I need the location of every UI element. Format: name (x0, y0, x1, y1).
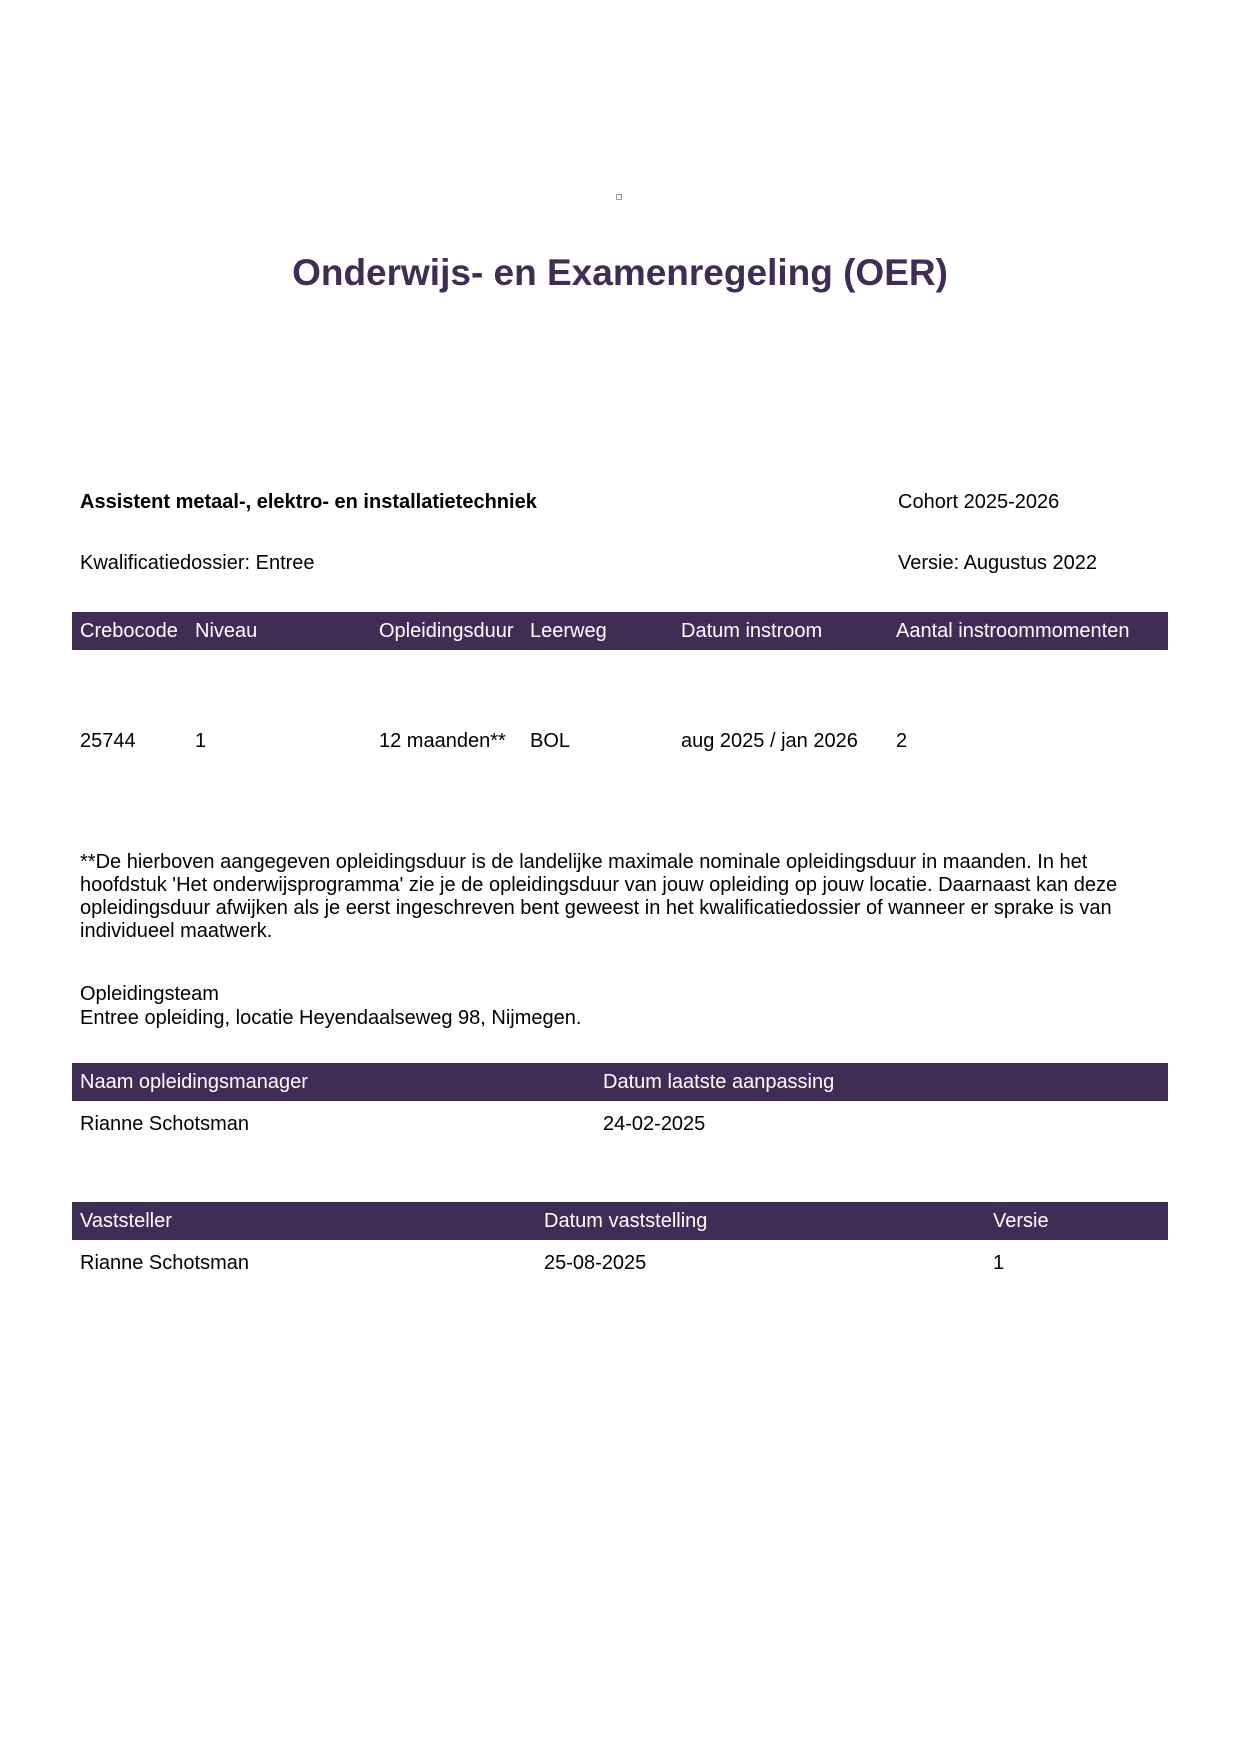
approval-table-header-row (72, 1202, 1168, 1240)
manager-table (72, 1063, 1168, 1148)
cell-opleidingsduur: 12 maanden** (379, 729, 506, 752)
cell-approval-date: 25-08-2025 (544, 1252, 647, 1274)
manager-table-header-row (72, 1063, 1168, 1101)
cell-approval-version: 1 (993, 1252, 1005, 1274)
cell-leerweg: BOL (530, 729, 571, 752)
program-table (72, 612, 1168, 832)
header-datum-instroom: Datum instroom (673, 612, 888, 650)
cell-manager-name: Rianne Schotsman (80, 1113, 249, 1135)
page-title: Onderwijs- en Examenregeling (OER) (292, 252, 948, 293)
cell-approver-name: Rianne Schotsman (80, 1252, 249, 1274)
cell-niveau: 1 (195, 729, 207, 752)
qualification-file: Kwalificatiedossier: Entree (80, 552, 315, 574)
program-name: Assistent metaal-, elektro- en installatietechniek (80, 491, 537, 513)
cell-last-modified-date: 24-02-2025 (603, 1113, 706, 1135)
header-vaststeller: Vaststeller (72, 1202, 536, 1240)
logo-placeholder-icon (616, 194, 622, 200)
program-table-header-row (72, 612, 1168, 650)
training-team-label: Opleidingsteam (80, 983, 219, 1005)
header-leerweg: Leerweg (522, 612, 673, 650)
cell-crebocode: 25744 (80, 729, 136, 752)
header-naam-opleidingsmanager: Naam opleidingsmanager (72, 1063, 595, 1101)
cohort-label: Cohort 2025-2026 (898, 491, 1060, 513)
version-label: Versie: Augustus 2022 (898, 552, 1098, 574)
approval-table (72, 1202, 1168, 1287)
header-niveau: Niveau (187, 612, 371, 650)
training-team-value: Entree opleiding, locatie Heyendaalseweg 98, Nijmegen. (80, 1007, 582, 1029)
header-aantal-instroommomenten: Aantal instroommomenten (888, 612, 1168, 650)
table-row (72, 1240, 1168, 1287)
header-versie: Versie (985, 1202, 1168, 1240)
duration-footnote: **De hierboven aangegeven opleidingsduur is de landelijke maximale nominale opleidingsduur in maanden. In het hoofdstuk 'Het onderwijsprogramma' zie je de opleidingsduur van jouw opleiding op jouw locatie. Daarnaast kan deze opleidingsduur afwijken als je eerst ingeschreven bent geweest in het kwalificatiedossier of wanneer er sprake is van individueel maatwerk. (80, 851, 1118, 942)
training-team-block (80, 982, 1160, 1030)
header-crebocode: Crebocode (72, 612, 187, 650)
header-datum-laatste-aanpassing: Datum laatste aanpassing (595, 1063, 1168, 1101)
table-row (72, 650, 1168, 832)
header-datum-vaststelling: Datum vaststelling (536, 1202, 985, 1240)
table-row (72, 1101, 1168, 1148)
cell-datum-instroom: aug 2025 / jan 2026 (681, 729, 858, 752)
header-opleidingsduur: Opleidingsduur (371, 612, 522, 650)
cell-aantal-instroommomenten: 2 (896, 729, 908, 752)
